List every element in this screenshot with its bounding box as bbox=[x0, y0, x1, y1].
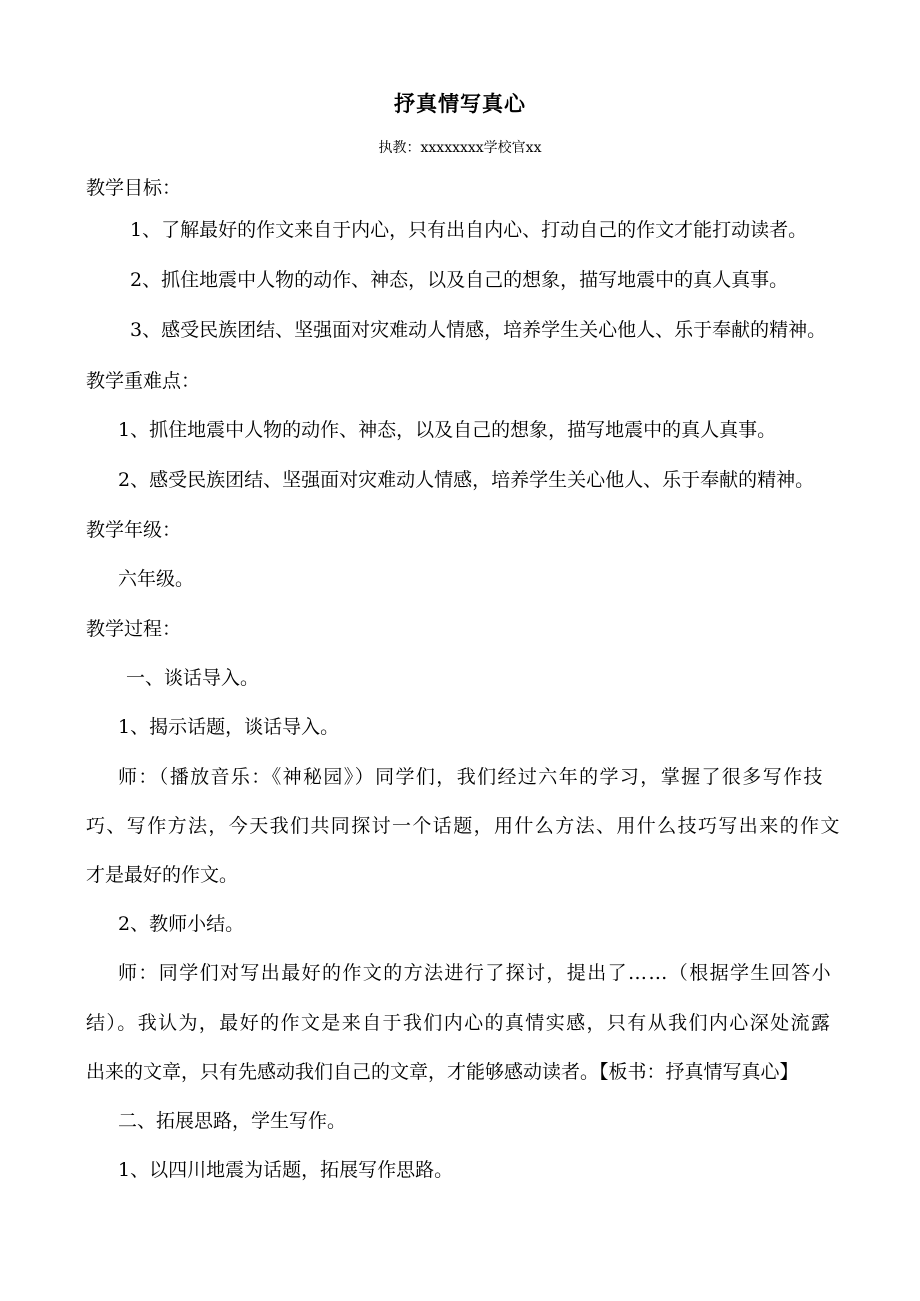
process-substep: 1、揭示话题，谈话导入。 bbox=[118, 716, 340, 738]
process-step-heading: 一、谈话导入。 bbox=[126, 667, 260, 689]
goal-item: 3、感受民族团结、坚强面对灾难动人情感，培养学生关心他人、乐于奉献的精神。 bbox=[130, 319, 827, 341]
paragraph-line: 巧、写作方法，今天我们共同探讨一个话题，用什么方法、用什么技巧写出来的作文 bbox=[86, 815, 841, 837]
key-point-item: 1、抓住地震中人物的动作、神态，以及自己的想象，描写地震中的真人真事。 bbox=[118, 419, 777, 441]
process-substep: 1、以四川地震为话题，拓展写作思路。 bbox=[118, 1159, 454, 1181]
goal-item: 2、抓住地震中人物的动作、神态，以及自己的想象，描写地震中的真人真事。 bbox=[130, 269, 789, 291]
paragraph-line: 出来的文章，只有先感动我们自己的文章，才能够感动读者。【板书：抒真情写真心】 bbox=[86, 1061, 799, 1083]
paragraph-line: 结）。我认为，最好的作文是来自于我们内心的真情实感，只有从我们内心深处流露 bbox=[86, 1012, 832, 1034]
paragraph-line: 师：同学们对写出最好的作文的方法进行了探讨，提出了……（根据学生回答小 bbox=[118, 962, 833, 984]
key-point-item: 2、感受民族团结、坚强面对灾难动人情感，培养学生关心他人、乐于奉献的精神。 bbox=[118, 469, 815, 491]
section-heading-process: 教学过程： bbox=[86, 618, 182, 640]
grade-value: 六年级。 bbox=[118, 568, 195, 590]
section-heading-goals: 教学目标： bbox=[86, 177, 182, 199]
process-substep: 2、教师小结。 bbox=[118, 913, 245, 935]
process-step-heading: 二、拓展思路，学生写作。 bbox=[118, 1110, 347, 1132]
paragraph-line: 师：（播放音乐：《神秘园》）同学们，我们经过六年的学习，掌握了很多写作技 bbox=[118, 766, 824, 788]
section-heading-grade: 教学年级： bbox=[86, 519, 182, 541]
document-title: 抒真情写真心 bbox=[394, 92, 526, 116]
paragraph-line: 才是最好的作文。 bbox=[86, 864, 239, 886]
goal-item: 1、了解最好的作文来自于内心，只有出自内心、打动自己的作文才能打动读者。 bbox=[130, 219, 808, 241]
section-heading-key-points: 教学重难点： bbox=[86, 370, 201, 392]
author-line: 执教：xxxxxxxx学校官xx bbox=[378, 140, 542, 156]
